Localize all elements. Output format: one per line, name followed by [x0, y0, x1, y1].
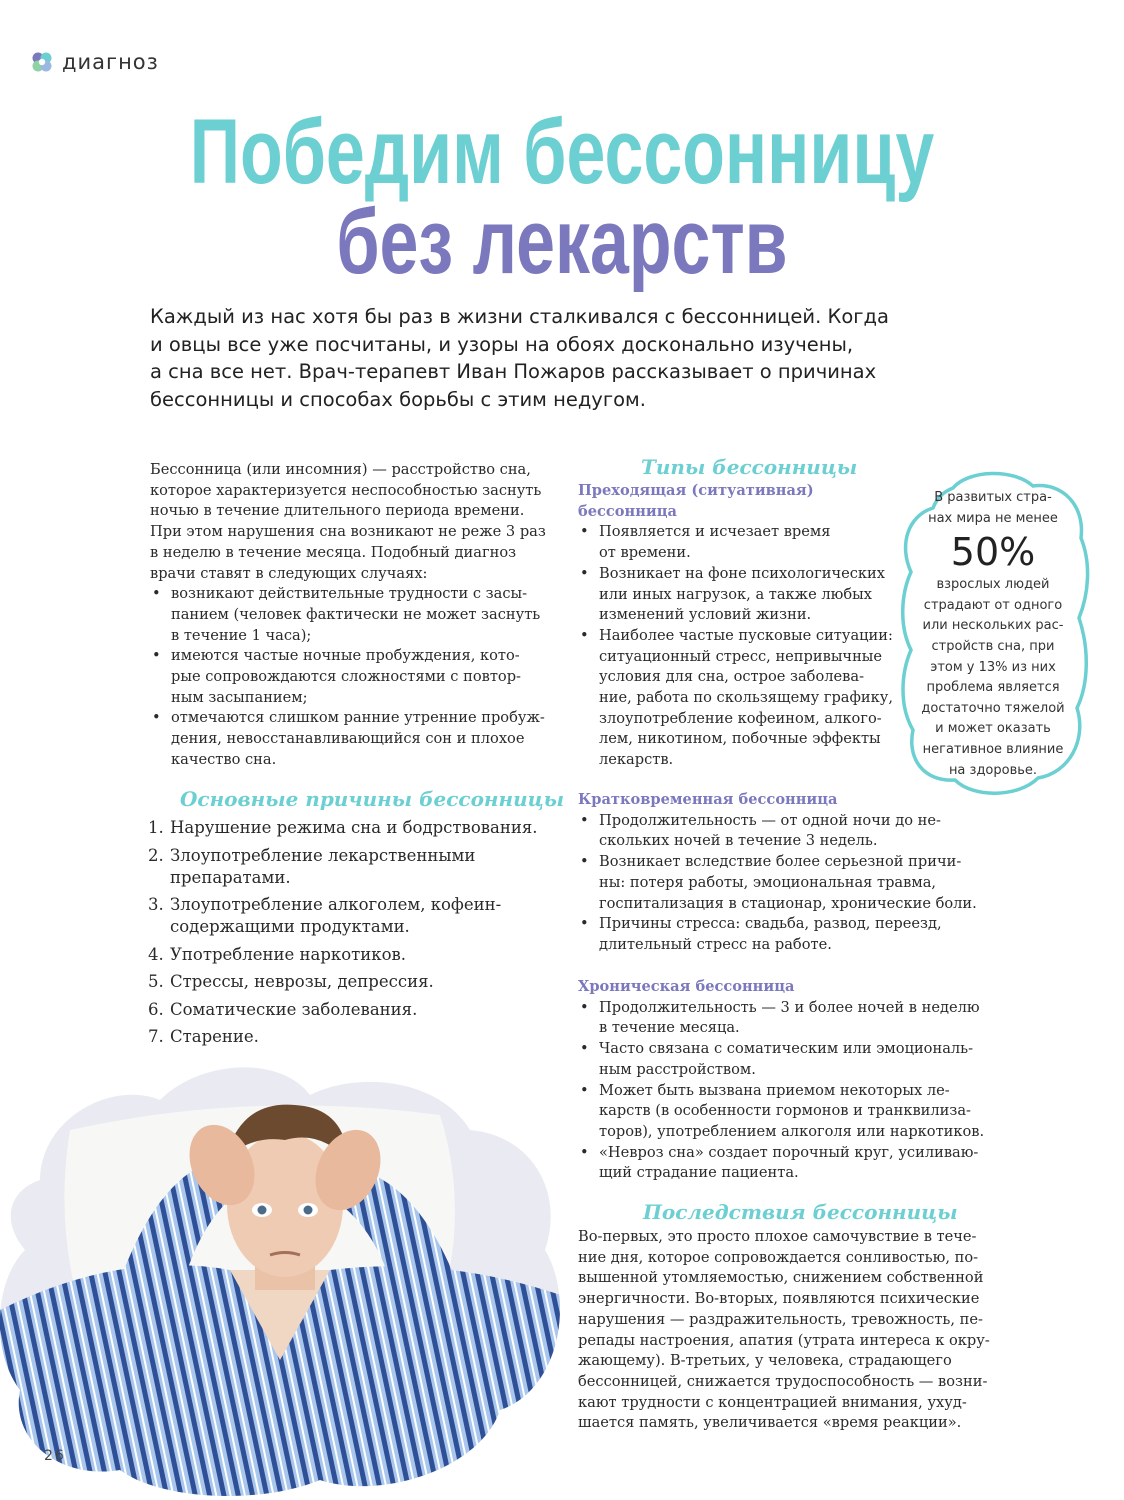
list-line: панием (человек фактически не может заснуть — [171, 605, 541, 623]
lead-line: а сна все нет. Врач-терапевт Иван Пожаров рассказывает о причинах — [150, 360, 877, 383]
list-line: • Возникает вследствие более серьезной причи- — [599, 853, 962, 871]
title-line-1: Победим бессонницу — [189, 101, 935, 203]
list-item — [148, 971, 538, 993]
list-line: • Наиболее частые пусковые ситуации: — [599, 626, 893, 644]
list-item — [578, 522, 893, 563]
transient-insomnia-section — [578, 481, 893, 771]
callout-line: и может оказать — [935, 721, 1051, 737]
list-line: • Возникает на фоне психологических — [599, 564, 885, 582]
effects-heading: Последствия бессонницы — [643, 1200, 958, 1224]
callout-line: взрослых людей — [936, 577, 1050, 593]
section-tag — [30, 50, 159, 74]
list-number: 1. — [148, 818, 164, 837]
list-line: • Появляется и исчезает время — [599, 523, 831, 541]
list-item — [578, 1143, 984, 1184]
list-item — [148, 817, 538, 839]
callout-line: негативное влияние — [922, 741, 1064, 757]
list-line: изменений условий жизни. — [599, 606, 812, 624]
page-number: 26 — [44, 1448, 66, 1464]
list-line: Нарушение режима сна и бодрствования. — [170, 818, 538, 837]
list-item — [578, 1039, 984, 1080]
paragraph-line: репады настроения, апатия (утрата интереса к окру- — [578, 1331, 990, 1349]
callout-line: этом у 13% из них — [930, 659, 1056, 675]
lead-line: бессонницы и способах борьбы с этим недугом. — [150, 387, 646, 411]
list-line: злоупотребление кофеином, алкого- — [599, 709, 882, 727]
list-line: Употребление наркотиков. — [170, 944, 407, 964]
callout-percentage: 50% — [950, 530, 1036, 575]
list-line: лекарств. — [599, 751, 674, 769]
list-line: дения, невосстанавливающийся сон и плохое — [171, 730, 525, 748]
list-line: • Может быть вызвана приемом некоторых ле- — [599, 1081, 950, 1099]
list-line: скольких ночей в течение 3 недель. — [599, 832, 878, 850]
list-line: • «Невроз сна» создает порочный круг, усиливаю- — [599, 1143, 979, 1161]
list-item — [578, 852, 977, 914]
list-line: препаратами. — [170, 867, 291, 887]
list-line: госпитализация в стационар, хронические боли. — [599, 894, 977, 912]
short-term-bullets — [578, 811, 977, 956]
list-item — [150, 708, 560, 770]
lead-paragraph — [150, 303, 910, 413]
paragraph-line: энергичности. Во-вторых, появляются психические — [578, 1290, 980, 1308]
intro-bullets — [150, 584, 560, 770]
list-line: в течение 1 часа); — [171, 626, 312, 644]
list-number: 2. — [148, 845, 164, 865]
intro-line: которое характеризуется неспособностью заснуть — [150, 481, 542, 499]
callout-line: проблема является — [926, 680, 1060, 696]
chronic-bullets — [578, 998, 984, 1184]
callout-line: В развитых стра- — [934, 490, 1052, 505]
list-item — [150, 646, 560, 708]
short-term-insomnia-section — [578, 790, 977, 956]
list-line: ным засыпанием; — [171, 688, 308, 706]
list-item — [150, 584, 560, 646]
callout-line: нах мира не менее — [928, 510, 1058, 526]
list-line: • Продолжительность — 3 и более ночей в неделю — [599, 998, 980, 1016]
list-line: Соматические заболевания. — [170, 999, 418, 1019]
title-line-2: без лекарств — [336, 191, 788, 293]
list-line: Злоупотребление алкоголем, кофеин- — [170, 895, 502, 914]
list-line: ным расстройством. — [599, 1060, 756, 1078]
intro-line: При этом нарушения сна возникают не реже 3 раз — [150, 523, 546, 541]
intro-line: Бессонница (или инсомния) — расстройство сна, — [150, 461, 531, 478]
list-line: ние, работа по скользящему графику, — [599, 689, 893, 707]
list-item — [148, 944, 538, 966]
intro-line: ночью в течение длительного периода времени. — [150, 502, 525, 520]
list-line: • Причины стресса: свадьба, развод, переезд, — [599, 915, 942, 933]
callout-line: или нескольких рас- — [922, 618, 1064, 634]
list-line: торов), употреблением алкоголя или наркотиков. — [599, 1122, 985, 1140]
list-item — [578, 914, 977, 955]
types-heading: Типы бессонницы — [641, 455, 858, 479]
list-item — [148, 1026, 538, 1048]
paragraph-line: жающему). В-третьих, у человека, страдающего — [578, 1352, 952, 1370]
transient-bullets — [578, 522, 893, 770]
paragraph-line: нарушения — раздражительность, тревожность, пе- — [578, 1310, 983, 1328]
list-item — [148, 894, 538, 938]
list-line: • Продолжительность — от одной ночи до не- — [599, 811, 941, 829]
callout-line: достаточно тяжелой — [921, 700, 1065, 716]
callout-line: на здоровье. — [948, 762, 1038, 778]
paragraph-line: вышенной утомляемостью, снижением собственной — [578, 1269, 984, 1287]
callout-line: стройств сна, при — [931, 638, 1055, 654]
list-item — [578, 564, 893, 626]
intro-paragraph — [150, 460, 560, 584]
list-line: или иных нагрузок, а также любых — [599, 585, 872, 603]
paragraph-line: Во-первых, это просто плохое самочувствие в тече- — [578, 1228, 977, 1245]
causes-list — [148, 817, 538, 1054]
short-term-heading: Кратковременная бессонница — [578, 791, 838, 808]
list-line: ны: потеря работы, эмоциональная травма, — [599, 873, 937, 891]
callout-line: страдают от одного — [923, 597, 1063, 613]
paragraph-line: шается память, увеличивается «время реакции». — [578, 1414, 962, 1432]
section-label: диагноз — [62, 50, 159, 74]
list-line: лем, никотином, побочные эффекты — [599, 730, 881, 748]
heading-line: бессонница — [578, 502, 677, 520]
list-line: рые сопровождаются сложностями с повтор- — [171, 668, 521, 686]
intro-line: в неделю в течение месяца. Подобный диагноз — [150, 543, 517, 561]
lead-line: и овцы все уже посчитаны, и узоры на обоях досконально изучены, — [150, 332, 854, 356]
list-line: качество сна. — [171, 750, 277, 768]
list-line: содержащими продуктами. — [170, 917, 410, 936]
list-item — [148, 999, 538, 1021]
list-line: • отмечаются слишком ранние утренние пробуж- — [171, 709, 545, 727]
list-line: карств (в особенности гормонов и транквилиза- — [599, 1102, 971, 1120]
list-number: 5. — [148, 972, 164, 991]
effects-paragraph — [578, 1227, 990, 1434]
callout-text — [920, 488, 1066, 781]
insomnia-man-photo — [0, 1060, 575, 1500]
list-number: 7. — [148, 1027, 164, 1046]
list-line: щий страдание пациента. — [599, 1164, 799, 1182]
intro-section — [150, 460, 560, 771]
lead-line: Каждый из нас хотя бы раз в жизни сталкивался с бессонницей. Когда — [150, 305, 889, 328]
chronic-heading: Хроническая бессонница — [578, 978, 795, 995]
paragraph-line: бессонницей, снижается трудоспособность — возни- — [578, 1372, 988, 1390]
list-line: Старение. — [170, 1027, 259, 1046]
list-item — [148, 845, 538, 889]
list-item — [578, 811, 977, 852]
list-line: в течение месяца. — [599, 1019, 740, 1037]
list-number: 3. — [148, 895, 164, 914]
intro-line: врачи ставят в следующих случаях: — [150, 564, 428, 582]
causes-heading: Основные причины бессонницы — [180, 787, 565, 811]
list-number: 4. — [148, 944, 164, 964]
transient-heading — [578, 481, 893, 522]
list-line: длительный стресс на работе. — [599, 935, 832, 953]
list-item — [578, 1081, 984, 1143]
list-item — [578, 626, 893, 771]
chronic-insomnia-section — [578, 977, 984, 1184]
list-line: • имеются частые ночные пробуждения, кото- — [171, 647, 520, 665]
list-number: 6. — [148, 999, 164, 1019]
list-line: • Часто связана с соматическим или эмоциональ- — [599, 1040, 974, 1058]
list-line: ситуационный стресс, непривычные — [599, 647, 883, 665]
list-line: от времени. — [599, 544, 691, 562]
list-line: Злоупотребление лекарственными — [170, 845, 476, 865]
heading-line: Преходящая (ситуативная) — [578, 482, 814, 499]
list-line: условия для сна, острое заболева- — [599, 668, 865, 686]
list-line: Стрессы, неврозы, депрессия. — [170, 972, 434, 991]
paragraph-line: ние дня, которое сопровождается сонливостью, по- — [578, 1248, 979, 1266]
list-line: • возникают действительные трудности с засы- — [171, 585, 528, 603]
paragraph-line: кают трудности с концентрацией внимания, ухуд- — [578, 1393, 967, 1411]
flower-logo-icon — [30, 50, 54, 74]
list-item — [578, 998, 984, 1039]
